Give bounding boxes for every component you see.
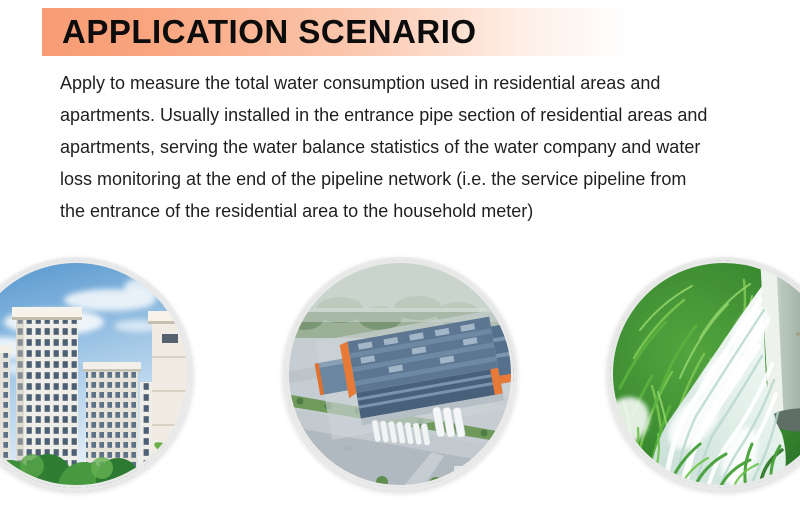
description-line: apartments. Usually installed in the entrance pipe section of residential areas and (60, 99, 766, 131)
page-title: APPLICATION SCENARIO (42, 13, 477, 51)
section-header-banner (42, 8, 758, 56)
water-company-plant-photo (283, 257, 517, 491)
residential-buildings-photo (0, 257, 193, 491)
pipeline-outflow-photo (607, 257, 800, 491)
description-line: apartments, serving the water balance statistics of the water company and water (60, 131, 766, 163)
description-line: loss monitoring at the end of the pipeline network (i.e. the service pipeline from (60, 163, 766, 195)
scenario-photo-gallery (0, 241, 800, 507)
application-description (60, 67, 766, 227)
description-line: Apply to measure the total water consumption used in residential areas and (60, 67, 766, 99)
description-line: the entrance of the residential area to the household meter) (60, 195, 766, 227)
